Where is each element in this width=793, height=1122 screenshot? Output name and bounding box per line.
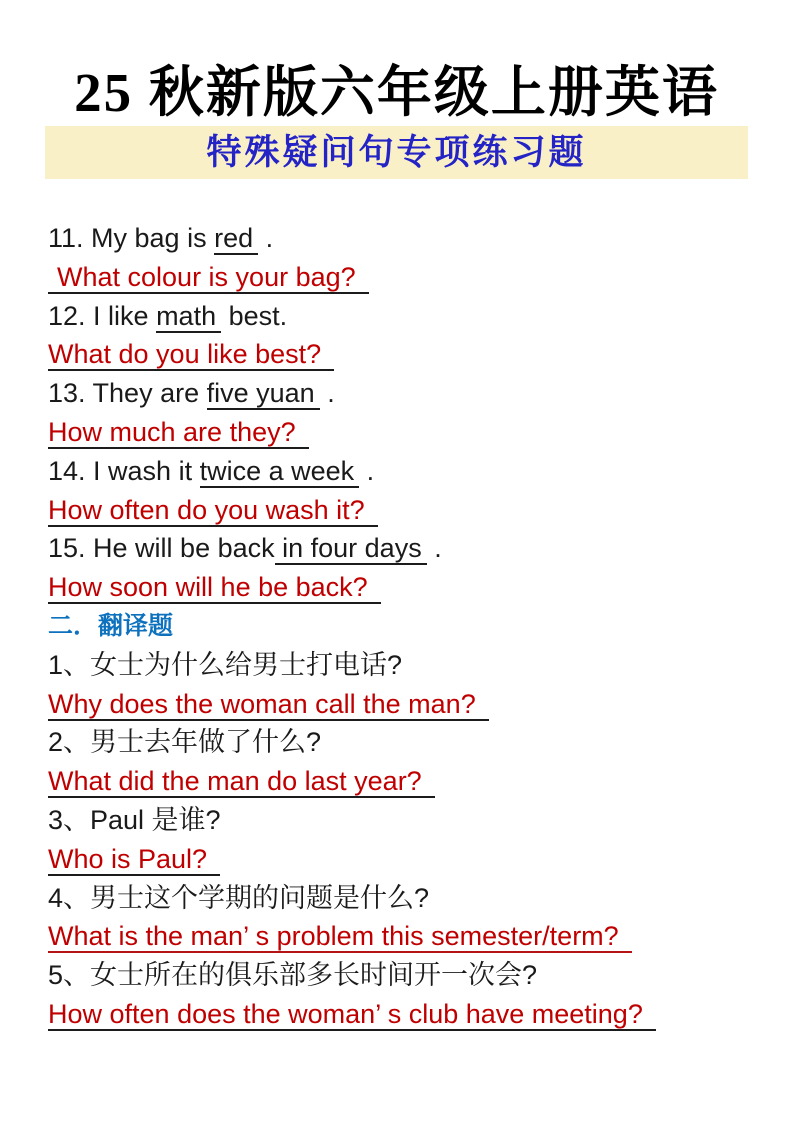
worksheet-body [48,219,763,1034]
answer-line [48,413,763,452]
answer-line [48,335,763,374]
answer-line [48,685,763,724]
statement-text: 15. He will be back [48,533,275,564]
question-line [48,723,763,762]
answer-line [48,840,763,879]
question-line [48,879,763,918]
section-title: 二．翻译题 [48,611,174,640]
statement-line [48,529,763,568]
question-text: 5、女士所在的俱乐部多长时间开一次会? [48,960,538,991]
question-line [48,646,763,685]
subtitle-banner [45,126,748,179]
answer-text: Who is Paul? [48,844,220,876]
answer-text: What do you like best? [48,339,334,371]
answer-text: How soon will he be back? [48,572,381,604]
statement-text: . [359,455,375,486]
question-line [48,956,763,995]
answer-line [48,762,763,801]
question-text: 2、男士去年做了什么? [48,727,322,758]
answer-text: What is the man’ s problem this semester/term? [48,921,632,953]
statement-line [48,374,763,413]
question-line [48,801,763,840]
statement-text: best. [221,300,288,331]
answer-text: What colour is your bag? [48,262,369,294]
answer-line [48,995,763,1034]
underlined-blank: in four days [275,533,427,565]
answer-text: What did the man do last year? [48,766,435,798]
answer-line [48,917,763,956]
answer-text: How often do you wash it? [48,495,378,527]
statement-text: 13. They are [48,378,207,409]
answer-text: How much are they? [48,417,309,449]
statement-text: . [258,223,274,253]
underlined-blank: math [156,301,221,333]
statement-line [48,219,763,258]
statement-line [48,297,763,336]
statement-text: 11. My bag is [48,223,215,253]
underlined-blank: five yuan [207,378,320,410]
answer-text: Why does the woman call the man? [48,689,489,721]
question-text: 3、Paul 是谁? [48,804,221,835]
answer-line [48,568,763,607]
answer-text: How often does the woman’ s club have meeting? [48,999,656,1031]
statement-text: . [426,533,442,564]
statement-text: 12. I like [48,300,157,331]
subtitle-text: 特殊疑问句专项练习题 [206,133,587,172]
section-line [48,607,763,646]
statement-text: . [319,378,335,409]
answer-line [48,258,763,297]
answer-line [48,491,763,530]
question-text: 1、女士为什么给男士打电话? [48,649,403,680]
page-title: 25 秋新版六年级上册英语 [74,62,719,123]
underlined-blank: red [214,223,258,255]
statement-line [48,452,763,491]
question-text: 4、男士这个学期的问题是什么? [48,882,430,913]
statement-text: 14. I wash it [48,455,200,486]
underlined-blank: twice a week [200,456,360,488]
